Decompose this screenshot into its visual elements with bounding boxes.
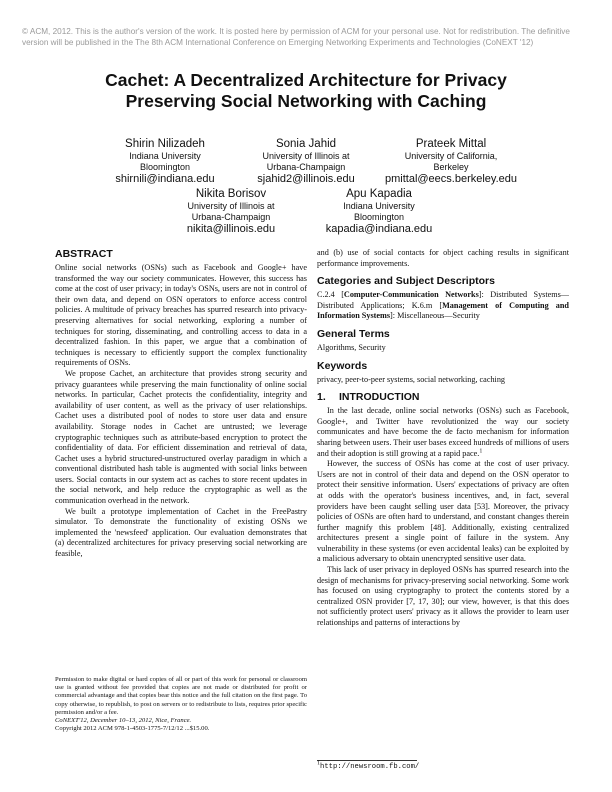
author-name: Shirin Nilizadeh xyxy=(125,138,205,150)
section-number: 1. xyxy=(317,391,326,404)
intro-paragraph-2: However, the success of OSNs has come at the cost of user privacy. Users are not in control of their data and depend on the OSN operator to protect their sensitive information. Users' expectations of privacy are often at odds with the operator's business incentives, and, in fact, several providers have been caught selling user data [53]. Moreover, the privacy policies of OSNs are often hard to understand, and constant changes therein further magnify this problem [48]. Additionally, existing centralized architectures present a single point of failure in the system. Any vulnerability in these systems (or even accidental leaks) can be exploited by a malicious adversary to obtain unencrypted sensitive user data. xyxy=(317,459,569,564)
footnote-rule xyxy=(317,760,417,761)
author-affiliation-1: Indiana University xyxy=(129,151,201,161)
paper-title xyxy=(40,70,572,112)
intro-paragraph-3: This lack of user privacy in deployed OSNs has spurred research into the design of mechanisms for privacy-preserving social networking. Some work has focused on using cryptography to protect the contents stored by a centralized OSN provider [7, 17, 30]; our view, however, is that this does not sufficiently protect users' privacy as it allows the provider to learn user relationships and patterns of interactions by xyxy=(317,565,569,628)
footnote-url[interactable]: http://newsroom.fb.com/ xyxy=(320,763,420,771)
general-terms-text: Algorithms, Security xyxy=(317,342,386,352)
abstract-paragraph-2: We propose Cachet, an architecture that provides strong security and privacy guarantees while preserving the main functionality of online social networks. In particular, Cachet protects the confidentiality, integrity and availability of user content, as well as the privacy of user relationships. Cachet uses a distributed pool of nodes to store user data and ensure availability. Storage nodes in Cachet are untrusted; we leverage cryptographic techniques such as attribute-based encryption to protect the confidentiality of data. For efficient dissemination and retrieval of data, Cachet uses a hybrid structured-unstructured overlay paradigm in which a conventional distributed hash table is augmented with social links between users. Social contacts in our system act as caches to store recent updates in the social network, and help reduce the cryptographic as well as the communication overhead in the network. xyxy=(55,368,307,506)
section-title: INTRODUCTION xyxy=(339,391,420,404)
footnote xyxy=(317,762,569,772)
conference-venue: CoNEXT'12, December 10–13, 2012, Nice, France. xyxy=(55,717,192,725)
intro-paragraph-1-text: In the last decade, online social networks (OSNs) such as Facebook, Google+, and Twitter have revolutionized the way our society communicates and have become the de facto mechanism for information sharing between users. Their user bases exceed hundreds of millions of users and their adoption is still growing at a rapid pace. xyxy=(317,406,569,458)
category-rest-2: ]: Miscellaneous—Security xyxy=(390,311,480,321)
categories-text xyxy=(317,290,569,322)
permission-block xyxy=(55,676,307,733)
keywords-heading: Keywords xyxy=(317,359,368,372)
title-line-2: Preserving Social Networking with Caching xyxy=(125,91,487,111)
copyright-line: Copyright 2012 ACM 978-1-4503-1775-7/12/12 ...$15.00. xyxy=(55,725,210,733)
author-email: kapadia@indiana.edu xyxy=(325,223,433,235)
footnote-number: 1 xyxy=(317,760,320,767)
category-2: Management of Computing and Information Systems xyxy=(317,300,569,321)
author-5 xyxy=(294,187,464,236)
author-affiliation-2: Bloomington xyxy=(139,161,191,172)
copyright-notice: © ACM, 2012. This is the author's version of the work. It is posted here by permission of ACM for your personal use. Not for redistribution. The definitive version will be published in the The 8th ACM International Conference on Emerging Networking Experiments and Technologies (CoNEXT '12) xyxy=(22,27,570,47)
author-email: sjahid2@illinois.edu xyxy=(257,173,355,185)
author-affiliation-2: Berkeley xyxy=(433,161,469,172)
general-terms-heading: General Terms xyxy=(317,327,390,340)
author-4 xyxy=(146,187,316,236)
category-code: C.2.4 [ xyxy=(317,290,344,300)
author-affiliation-1: University of Illinois at xyxy=(262,151,350,161)
author-affiliation-2: Urbana-Champaign xyxy=(191,211,271,222)
intro-paragraph-1 xyxy=(317,406,569,459)
author-name: Sonia Jahid xyxy=(275,138,337,150)
author-affiliation-2: Bloomington xyxy=(353,211,405,222)
author-name: Apu Kapadia xyxy=(346,188,412,200)
author-affiliation-1: University of Illinois at xyxy=(187,201,275,211)
author-name: Nikita Borisov xyxy=(195,188,267,200)
title-line-1: Cachet: A Decentralized Architecture for Privacy xyxy=(105,70,507,90)
introduction-heading xyxy=(317,391,569,404)
right-column xyxy=(317,248,569,629)
author-email: pmittal@eecs.berkeley.edu xyxy=(384,173,518,185)
author-email: nikita@illinois.edu xyxy=(186,223,276,235)
left-column xyxy=(55,248,307,560)
author-affiliation-1: University of California, xyxy=(404,151,498,161)
author-email: shirnili@indiana.edu xyxy=(115,173,215,185)
author-name: Prateek Mittal xyxy=(415,138,487,150)
permission-text: Permission to make digital or hard copies of all or part of this work for personal or classroom use is granted without fee provided that copies are not made or distributed for profit or commercial advantage and that copies bear this notice and the full citation on the first page. To copy otherwise, to republish, to post on servers or to redistribute to lists, requires prior specific permission and/or a fee. xyxy=(55,676,307,716)
abstract-heading: ABSTRACT xyxy=(55,248,113,260)
author-affiliation-2: Urbana-Champaign xyxy=(266,161,346,172)
footnote-marker: 1 xyxy=(479,447,483,454)
abstract-paragraph-3: We built a prototype implementation of Cachet in the FreePastry simulator. To demonstrate the functionality of existing OSNs we implemented the 'newsfeed' application. Our evaluation demonstrates that (a) decentralized architectures for privacy preserving social networking are feasible, xyxy=(55,506,307,559)
category-rest-1: ]: Distributed Systems—Distributed Applications; K.6.m [ xyxy=(317,290,569,310)
abstract-paragraph-1: Online social networks (OSNs) such as Facebook and Google+ have transformed the way our society communicates. However, this success has come at the cost of user privacy; in today's OSNs, users are not in control of their own data, and depend on OSN operators to enforce access control policies. A multitude of privacy breaches has spurred research into privacy-preserving alternatives for social networking, exploring a number of techniques for storing, disseminating, and controlling access to data in a decentralized fashion. In this paper, we argue that a combination of techniques is necessary to efficiently support the complex functionality requirements of OSNs. xyxy=(55,263,307,368)
author-affiliation-1: Indiana University xyxy=(343,201,415,211)
keywords-text: privacy, peer-to-peer systems, social networking, caching xyxy=(317,374,506,384)
abstract-paragraph-3-continued: and (b) use of social contacts for object caching results in significant performance improvements. xyxy=(317,248,569,268)
author-3 xyxy=(366,137,536,186)
categories-heading: Categories and Subject Descriptors xyxy=(317,275,495,288)
category-1: Computer-Communication Networks xyxy=(343,290,479,300)
